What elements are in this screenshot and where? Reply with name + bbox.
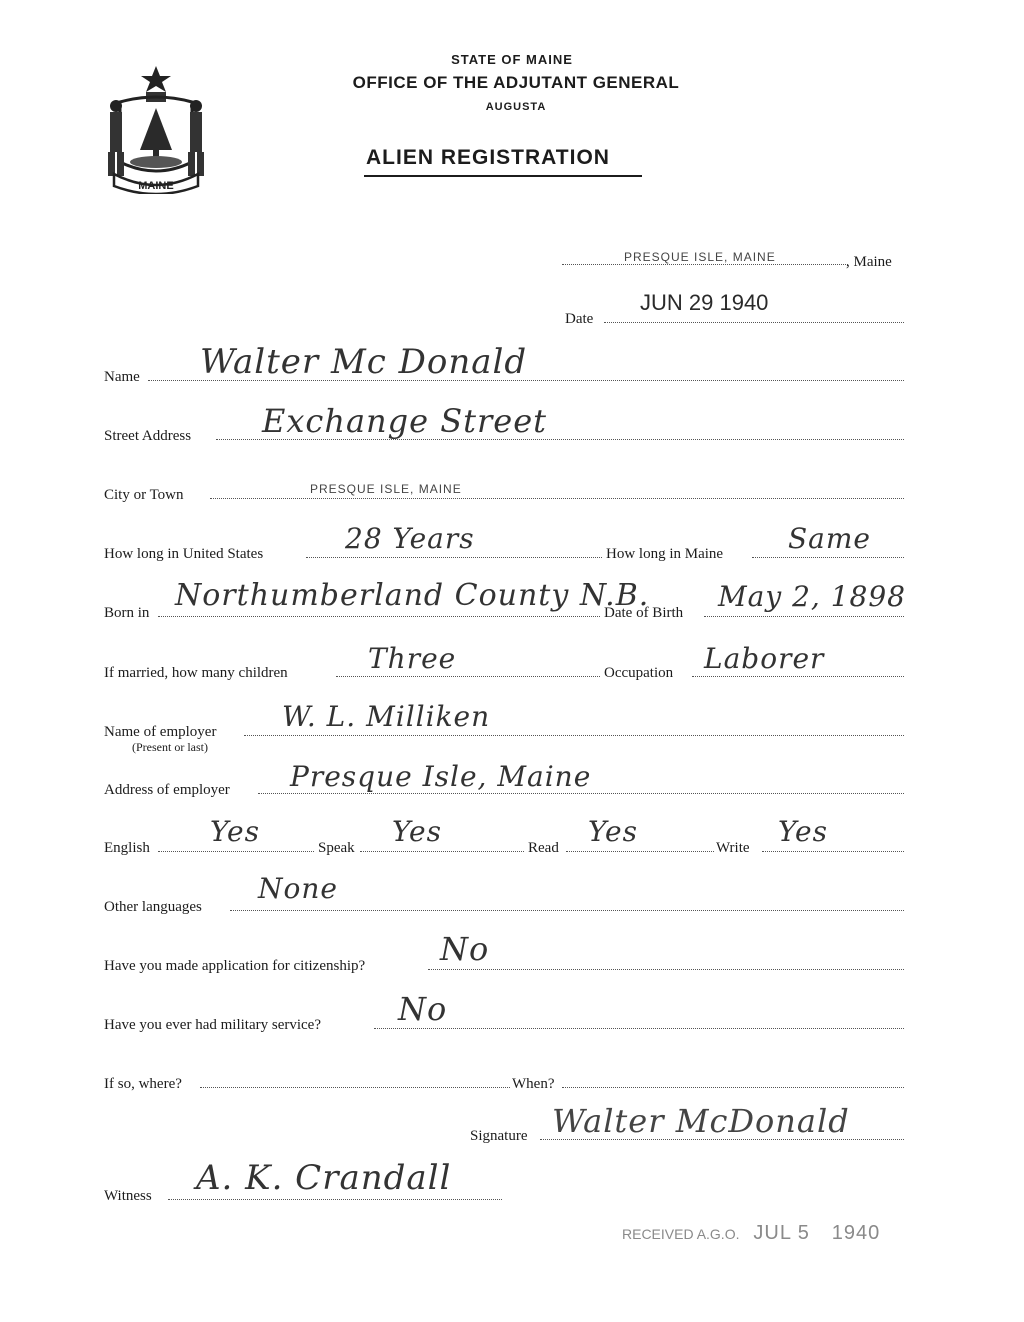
witness-label: Witness: [104, 1188, 152, 1204]
dob-value: May 2, 1898: [718, 580, 906, 613]
street-value: Exchange Street: [262, 402, 548, 440]
received-stamp-text: RECEIVED A.G.O.: [622, 1226, 740, 1242]
received-stamp: [622, 1222, 880, 1245]
maine-line: [752, 555, 904, 558]
employer-sublabel: (Present or last): [132, 740, 208, 754]
dob-line: [704, 614, 904, 617]
occupation-label: Occupation: [604, 665, 674, 681]
children-label: If married, how many children: [104, 665, 288, 681]
header-state: STATE OF MAINE: [451, 52, 573, 67]
children-value: Three: [368, 642, 457, 675]
city-value: PRESQUE ISLE, MAINE: [310, 482, 462, 496]
when-line: [562, 1085, 904, 1088]
read-line: [566, 849, 714, 852]
other-languages-label: Other languages: [104, 899, 202, 915]
where-line: [200, 1085, 510, 1088]
other-languages-value: None: [258, 872, 338, 905]
read-label: Read: [528, 840, 559, 856]
signature-value: Walter McDonald: [552, 1102, 850, 1140]
citizenship-value: No: [440, 930, 490, 968]
date-line: [604, 320, 904, 323]
employer-address-value: Presque Isle, Maine: [290, 760, 592, 793]
other-languages-line: [230, 908, 904, 911]
header-city: AUGUSTA: [485, 101, 547, 113]
street-label: Street Address: [104, 428, 192, 444]
military-value: No: [398, 990, 448, 1028]
dob-label: Date of Birth: [604, 605, 684, 621]
employer-address-label: Address of employer: [104, 782, 230, 798]
english-value: Yes: [210, 815, 260, 848]
name-value: Walter Mc Donald: [200, 342, 528, 382]
us-label: How long in United States: [104, 546, 264, 562]
occupation-value: Laborer: [704, 642, 825, 675]
title-underline: [364, 175, 642, 177]
english-line: [158, 849, 314, 852]
write-line: [762, 849, 904, 852]
location-suffix: , Maine: [846, 254, 892, 270]
header-office: OFFICE OF THE ADJUTANT GENERAL: [352, 73, 680, 92]
city-line: [210, 496, 904, 499]
speak-value: Yes: [392, 815, 442, 848]
signature-label: Signature: [470, 1128, 528, 1144]
date-value: JUN 29 1940: [640, 290, 769, 315]
page-title: ALIEN REGISTRATION: [366, 146, 610, 169]
write-label: Write: [716, 840, 750, 856]
citizenship-line: [428, 967, 904, 970]
witness-value: A. K. Crandall: [196, 1158, 452, 1198]
born-label: Born in: [104, 605, 150, 621]
maine-value: Same: [788, 522, 871, 555]
born-line: [158, 614, 600, 617]
location-stamp: PRESQUE ISLE, MAINE: [624, 250, 776, 264]
when-label: When?: [512, 1076, 555, 1092]
city-label: City or Town: [104, 487, 184, 503]
name-label: Name: [104, 369, 140, 385]
write-value: Yes: [778, 815, 828, 848]
born-value: Northumberland County N.B.: [175, 578, 650, 613]
us-line: [306, 555, 602, 558]
received-stamp-year: 1940: [831, 1222, 881, 1244]
maine-label: How long in Maine: [606, 546, 724, 562]
military-line: [374, 1026, 904, 1029]
seal-banner-text: MAINE: [138, 180, 174, 192]
citizenship-label: Have you made application for citizenship?: [104, 958, 366, 974]
employer-line: [244, 733, 904, 736]
received-stamp-date: JUL 5: [753, 1222, 810, 1244]
employer-label: Name of employer: [104, 724, 217, 740]
date-label: Date: [565, 311, 594, 327]
employer-value: W. L. Milliken: [282, 700, 491, 733]
speak-label: Speak: [318, 840, 355, 856]
us-value: 28 Years: [345, 522, 475, 555]
read-value: Yes: [588, 815, 638, 848]
military-label: Have you ever had military service?: [104, 1017, 321, 1033]
speak-line: [360, 849, 524, 852]
where-label: If so, where?: [104, 1076, 182, 1092]
english-label: English: [104, 840, 150, 856]
